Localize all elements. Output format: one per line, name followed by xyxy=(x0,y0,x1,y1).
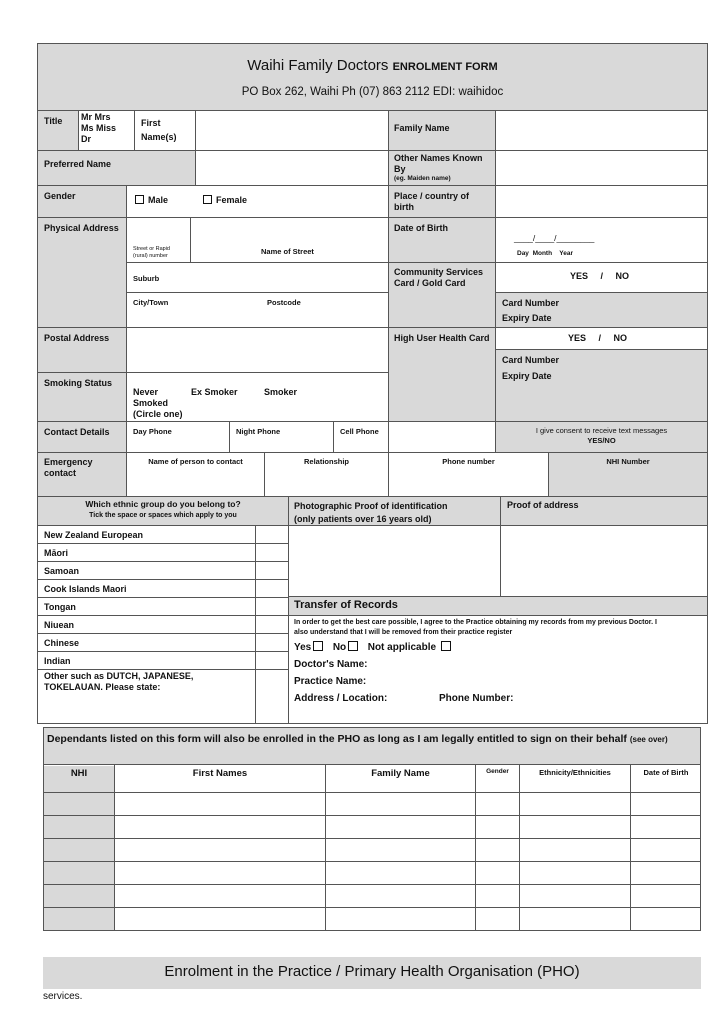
form-title: ENROLMENT FORM xyxy=(392,61,498,73)
transfer-title: Transfer of Records xyxy=(294,599,398,611)
female-label: Female xyxy=(216,195,248,205)
birthplace-label-line2: birth xyxy=(394,202,414,212)
ethnic-chinese: Chinese xyxy=(44,638,80,648)
photo-id-label xyxy=(294,500,448,526)
contact-details-label: Contact Details xyxy=(44,427,110,437)
transfer-no-checkbox[interactable] xyxy=(348,641,358,651)
dependants-heading-text: Dependants listed on this form will also be enrolled in the PHO as long as I am legally entitled to sign on their behalf xyxy=(47,733,627,745)
first-names-label-line2: Name(s) xyxy=(141,132,177,142)
col-ethnicity: Ethnicity/Ethnicities xyxy=(539,768,611,777)
practice-contact: PO Box 262, Waihi Ph (07) 863 2112 EDI: waihidoc xyxy=(241,86,504,98)
footer-title: Enrolment in the Practice / Primary Health Organisation (PHO) xyxy=(164,963,580,980)
transfer-yes-label: Yes xyxy=(294,642,312,653)
community-card-yes-no[interactable]: YES / NO xyxy=(570,271,630,281)
smoking-ex-option[interactable]: Ex Smoker xyxy=(191,387,238,397)
dob-parts xyxy=(517,250,573,258)
family-name-input[interactable] xyxy=(496,111,707,150)
footer-services: services. xyxy=(43,991,83,1002)
transfer-yes-checkbox[interactable] xyxy=(313,641,323,651)
address-location-label: Address / Location: xyxy=(294,693,388,704)
transfer-options xyxy=(294,641,455,653)
emergency-name-label: Name of person to contact xyxy=(148,457,243,466)
ethnic-cook-islands: Cook Islands Maori xyxy=(44,584,127,594)
text-consent[interactable] xyxy=(496,426,707,446)
emergency-contact-label-line1: Emergency xyxy=(44,457,93,467)
night-phone-label: Night Phone xyxy=(236,427,281,436)
high-user-label: High User Health Card xyxy=(394,333,490,343)
street-name-label: Name of Street xyxy=(261,247,314,256)
street-number-label-line1: Street or Rapid xyxy=(133,246,170,252)
title-options-line2[interactable]: Ms Miss xyxy=(81,123,117,133)
dob-label: Date of Birth xyxy=(394,223,448,233)
text-consent-line1: I give consent to receive text messages xyxy=(535,426,668,435)
ethnic-other-line2: TOKELAUAN. Please state: xyxy=(44,682,161,692)
male-label: Male xyxy=(148,195,169,205)
ethnic-hint: Tick the space or spaces which apply to you xyxy=(89,512,237,519)
postal-address-input[interactable] xyxy=(127,328,388,372)
proof-address-label: Proof of address xyxy=(507,500,579,510)
ethnic-question-text: Which ethnic group do you belong to? xyxy=(85,499,241,509)
text-consent-yes-no[interactable]: YES/NO xyxy=(587,436,616,445)
high-user-expiry-label: Expiry Date xyxy=(502,371,552,381)
transfer-text-line1: In order to get the best care possible, I agree to the Practice obtaining my records from my previous Doctor. I xyxy=(294,619,657,626)
transfer-na-label: Not applicable xyxy=(367,642,437,653)
physical-address-label: Physical Address xyxy=(44,223,119,233)
high-user-yes-no[interactable]: YES / NO xyxy=(568,333,628,343)
emergency-contact-label xyxy=(44,457,93,479)
emergency-phone-label: Phone number xyxy=(442,457,495,466)
smoking-smoker-option[interactable]: Smoker xyxy=(264,387,298,397)
title-label: Title xyxy=(44,116,63,126)
dob-year: Year xyxy=(559,250,574,257)
photo-id-label-line2: (only patients over 16 years old) xyxy=(294,514,432,524)
ethnic-niuean: Niuean xyxy=(44,620,75,630)
col-gender: Gender xyxy=(486,768,509,775)
emergency-relationship-label: Relationship xyxy=(303,457,349,466)
ethnic-indian: Indian xyxy=(44,656,71,666)
high-user-card-number-label: Card Number xyxy=(502,355,560,365)
gender-label: Gender xyxy=(44,191,76,201)
other-names-label-line1: Other Names Known xyxy=(394,153,483,163)
birthplace-input[interactable] xyxy=(496,186,707,217)
dependants-heading xyxy=(47,733,668,745)
dependants-nhi-column xyxy=(44,766,114,930)
first-names-label-line1: First xyxy=(141,118,161,128)
community-card-label-line2: Card / Gold Card xyxy=(394,278,466,288)
other-names-input[interactable] xyxy=(496,151,707,185)
ethnic-list xyxy=(44,526,143,670)
title-options[interactable] xyxy=(81,112,116,145)
practice-name: Waihi Family Doctors xyxy=(247,57,389,74)
family-name-label: Family Name xyxy=(394,123,450,133)
day-phone-label: Day Phone xyxy=(133,427,172,436)
see-over-note: (see over) xyxy=(629,735,668,744)
first-names-input[interactable] xyxy=(196,111,388,150)
ethnic-maori: Māori xyxy=(44,548,69,558)
expiry-date-label: Expiry Date xyxy=(502,313,552,323)
form-header xyxy=(38,44,707,110)
ethnic-other-label xyxy=(44,671,193,693)
nhi-number-label: NHI Number xyxy=(606,457,650,466)
male-checkbox[interactable] xyxy=(135,195,144,204)
birthplace-label xyxy=(394,191,469,213)
transfer-na-checkbox[interactable] xyxy=(441,641,451,651)
col-first-names: First Names xyxy=(192,768,248,779)
emergency-contact-label-line2: contact xyxy=(44,468,77,478)
practice-name-label: Practice Name: xyxy=(294,676,367,687)
birthplace-label-line1: Place / country of xyxy=(394,191,470,201)
photo-id-label-line1: Photographic Proof of identification xyxy=(294,501,448,511)
smoking-never-option[interactable]: Never xyxy=(133,387,159,397)
community-card-label xyxy=(394,267,483,289)
phone-number-label: Phone Number: xyxy=(439,693,514,704)
ethnic-nz-european: New Zealand European xyxy=(44,530,144,540)
col-nhi: NHI xyxy=(70,768,88,779)
transfer-text xyxy=(294,618,699,638)
ethnic-tongan: Tongan xyxy=(44,602,76,612)
ethnic-question xyxy=(38,499,288,521)
dob-day: Day xyxy=(517,250,529,257)
gender-male-option[interactable] xyxy=(135,195,168,206)
other-names-hint: (eg. Maiden name) xyxy=(394,175,451,182)
transfer-text-line2: also understand that I will be removed from their practice register xyxy=(294,629,513,636)
ethnic-tick-column[interactable] xyxy=(256,526,288,724)
title-options-line1[interactable]: Mr Mrs xyxy=(81,112,111,122)
cell-phone-label: Cell Phone xyxy=(340,427,379,436)
suburb-label: Suburb xyxy=(133,274,160,283)
ethnic-other-line1: Other such as DUTCH, JAPANESE, xyxy=(44,671,194,681)
other-names-label xyxy=(394,153,483,183)
postcode-label: Postcode xyxy=(267,298,301,307)
female-checkbox[interactable] xyxy=(203,195,212,204)
city-label: City/Town xyxy=(133,298,169,307)
community-card-label-line1: Community Services xyxy=(394,267,484,277)
physical-label-cell xyxy=(38,218,126,327)
first-names-label xyxy=(141,116,177,144)
smoking-circle-hint: (Circle one) xyxy=(133,409,183,419)
preferred-name-input[interactable] xyxy=(196,151,388,185)
smoking-status-label: Smoking Status xyxy=(44,378,113,388)
smoking-smoked-label: Smoked xyxy=(133,398,169,408)
other-names-label-line2: By xyxy=(394,164,406,174)
col-dob: Date of Birth xyxy=(643,768,689,777)
gender-female-option[interactable] xyxy=(203,195,247,206)
street-number-label-line2: (rural) number xyxy=(133,253,168,259)
postal-address-label: Postal Address xyxy=(44,333,110,343)
col-family-name: Family Name xyxy=(371,768,430,779)
dob-month: Month xyxy=(532,250,553,257)
doctor-name-label: Doctor's Name: xyxy=(294,659,368,670)
title-options-line3[interactable]: Dr xyxy=(81,134,92,144)
transfer-no-label: No xyxy=(332,642,347,653)
ethnic-samoan: Samoan xyxy=(44,566,80,576)
dob-input[interactable]: ____/____/________ xyxy=(514,233,595,243)
preferred-name-label: Preferred Name xyxy=(44,159,112,169)
street-number-label xyxy=(133,246,170,260)
card-number-label: Card Number xyxy=(502,298,560,308)
